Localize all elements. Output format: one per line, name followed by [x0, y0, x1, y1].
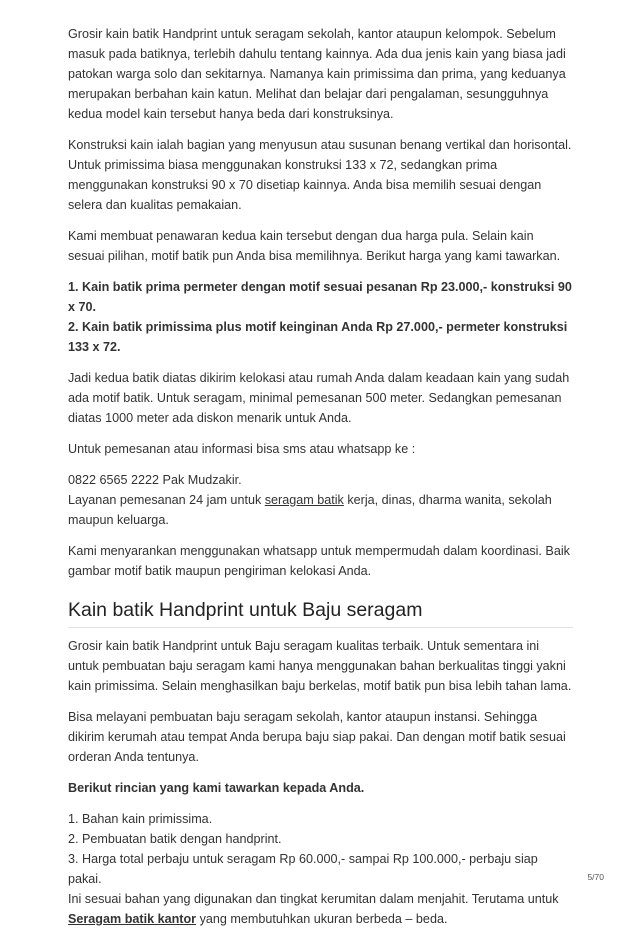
list-item: 1. Bahan kain primissima. [68, 812, 213, 826]
paragraph-whatsapp: Kami menyarankan menggunakan whatsapp untuk mempermudah dalam koordinasi. Baik gambar motif batik maupun pengiriman kelokasi Anda. [68, 544, 570, 578]
paragraph-details-intro: Berikut rincian yang kami tawarkan kepada Anda. [68, 781, 365, 795]
details-list [68, 809, 573, 929]
section-heading: Kain batik Handprint untuk Baju seragam [68, 597, 573, 628]
seragam-batik-kantor-link[interactable]: Seragam batik kantor [68, 912, 197, 926]
contact-block [68, 470, 573, 530]
list-item: 3. Harga total perbaju untuk seragam Rp 60.000,- sampai Rp 100.000,- perbaju siap pakai. [68, 852, 538, 886]
note-text: Ini sesuai bahan yang digunakan dan tingkat kerumitan dalam menjahit. Terutama untuk [68, 892, 559, 906]
service-text: Layanan pemesanan 24 jam untuk [68, 493, 265, 507]
document-page [68, 24, 573, 940]
paragraph-intro: Grosir kain batik Handprint untuk seragam sekolah, kantor ataupun kelompok. Sebelum masuk pada batiknya, terlebih dahulu tentang kainnya. Ada dua jenis kain yang biasa jadi patokan warga solo dan sekitarnya. Namanya kain primissima dan prima, yang keduanya merupakan berbahan kain katun. Melihat dan belajar dari pengalaman, sesungguhnya kedua model kain tersebut hanya beda dari konstruksinya. [68, 27, 566, 121]
paragraph-order-info: Untuk pemesanan atau informasi bisa sms atau whatsapp ke : [68, 442, 416, 456]
paragraph-delivery: Jadi kedua batik diatas dikirim kelokasi atau rumah Anda dalam keadaan kain yang sudah ada motif batik. Untuk seragam, minimal pemesanan 500 meter. Sedangkan pemesanan diatas 1000 meter ada diskon menarik untuk Anda. [68, 371, 570, 425]
price-item-prima: 1. Kain batik prima permeter dengan motif sesuai pesanan Rp 23.000,- konstruksi 90 x 70. [68, 280, 572, 314]
price-list [68, 277, 573, 357]
paragraph-service: Bisa melayani pembuatan baju seragam sekolah, kantor ataupun instansi. Sehingga dikirim kerumah atau tempat Anda berupa baju siap pakai. Dan dengan motif batik sesuai orderan Anda tentunya. [68, 710, 566, 764]
paragraph-construction: Konstruksi kain ialah bagian yang menyusun atau susunan benang vertikal dan horisontal. Untuk primissima biasa menggunakan konstruksi 133 x 72, sedangkan prima menggunakan konstruksi 90 x 70 disetiap kainnya. Anda bisa memilih sesuai dengan selera dan kualitas pemakaian. [68, 138, 572, 212]
contact-number: 0822 6565 2222 Pak Mudzakir. [68, 473, 242, 487]
seragam-batik-link[interactable]: seragam batik [264, 493, 344, 507]
price-item-primissima: 2. Kain batik primissima plus motif keinginan Anda Rp 27.000,- permeter konstruksi 133 x 72. [68, 320, 568, 354]
service-text-end: kerja, dinas, dharma wanita, sekolah maupun keluarga. [68, 493, 552, 527]
list-item: 2. Pembuatan batik dengan handprint. [68, 832, 282, 846]
note-text-end: yang membutuhkan ukuran berbeda – beda. [196, 912, 448, 926]
page-number: 5/70 [587, 872, 604, 882]
paragraph-uniform: Grosir kain batik Handprint untuk Baju seragam kualitas terbaik. Untuk sementara ini untuk pembuatan baju seragam kami hanya menggunakan bahan berkualitas tinggi yakni kain primissima. Selain menghasilkan baju berkelas, motif batik pun bisa lebih tahan lama. [68, 639, 572, 693]
paragraph-offer: Kami membuat penawaran kedua kain tersebut dengan dua harga pula. Selain kain sesuai pilihan, motif batik pun Anda bisa memilihnya. Berikut harga yang kami tawarkan. [68, 229, 561, 263]
